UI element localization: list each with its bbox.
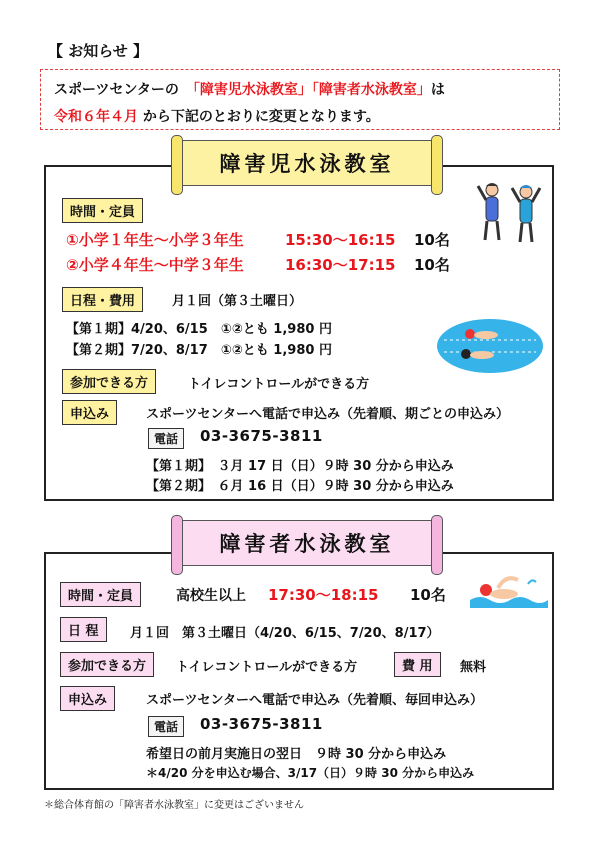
notice-date-highlight: 令和６年４月 [54, 109, 138, 125]
stretching-kids-illustration [476, 178, 546, 248]
notice-line-2: 令和６年４月 から下記のとおりに変更となります。 [54, 109, 380, 125]
footer-note: ＊総合体育館の「障害者水泳教室」に変更はございません [44, 800, 304, 811]
children-row1-time: 15:30～16:15 [285, 231, 396, 249]
adults-time-label: 時間・定員 [60, 582, 141, 607]
children-row2-grade: ②小学４年生～中学３年生 [66, 256, 244, 274]
children-row2-capacity: 10名 [414, 256, 450, 274]
adults-phone-label: 電話 [148, 716, 184, 737]
adults-apply-text: スポーツセンターへ電話で申込み（先着順、毎回申込み） [146, 693, 483, 708]
children-row1-capacity: 10名 [414, 231, 450, 249]
children-apply-text: スポーツセンターへ電話で申込み（先着順、期ごとの申込み） [146, 407, 509, 422]
children-eligible-label: 参加できる方 [62, 369, 156, 394]
children-row2-time: 16:30～17:15 [285, 256, 396, 274]
children-apply-term1: 【第１期】 ３月 17 日（日）９時 30 分から申込み [146, 459, 454, 474]
adults-eligible-text: トイレコントロールができる方 [176, 660, 358, 675]
adults-phone-number: 03-3675-3811 [200, 715, 323, 733]
adults-target: 高校生以上 [176, 588, 246, 604]
children-time-label: 時間・定員 [62, 198, 143, 223]
children-phone-label: 電話 [148, 428, 184, 449]
children-apply-label: 申込み [62, 400, 117, 425]
children-schedule-text: 月１回（第３土曜日） [172, 294, 303, 309]
adults-schedule-text: 月１回 第３土曜日（4/20、6/15、7/20、8/17） [130, 626, 440, 641]
children-row1-grade: ①小学１年生～小学３年生 [66, 231, 244, 249]
children-schedule-label: 日程・費用 [62, 287, 143, 312]
children-term2: 【第２期】7/20、8/17 ①②とも 1,980 円 [66, 343, 332, 358]
adults-apply-label: 申込み [60, 686, 115, 711]
adults-fee-label: 費 用 [394, 652, 441, 677]
adults-fee-text: 無料 [460, 660, 487, 675]
adults-eligible-label: 参加できる方 [60, 652, 154, 677]
children-term1: 【第１期】4/20、6/15 ①②とも 1,980 円 [66, 322, 332, 337]
swimming-pool-illustration [436, 318, 544, 374]
adults-apply-start: 希望日の前月実施日の翌日 ９時 30 分から申込み [146, 747, 447, 762]
notice-line-1: スポーツセンターの 「障害児水泳教室」「障害者水泳教室」は [54, 82, 445, 98]
notice-title: 【 お知らせ 】 [48, 42, 148, 60]
adults-time: 17:30～18:15 [268, 586, 379, 604]
adults-capacity: 10名 [410, 586, 446, 604]
adults-apply-note: ＊4/20 分を申込む場合、3/17（日）９時 30 分から申込み [146, 766, 475, 780]
swimmer-illustration [468, 572, 550, 610]
children-phone-number: 03-3675-3811 [200, 427, 323, 445]
notice-classes-highlight: 「障害児水泳教室」「障害者水泳教室」 [192, 82, 431, 98]
children-eligible-text: トイレコントロールができる方 [188, 377, 370, 392]
adults-schedule-label: 日 程 [60, 617, 107, 642]
adults-class-title: 障害者水泳教室 [182, 520, 432, 566]
children-apply-term2: 【第２期】 ６月 16 日（日）９時 30 分から申込み [146, 479, 454, 494]
children-class-title: 障害児水泳教室 [182, 140, 432, 186]
